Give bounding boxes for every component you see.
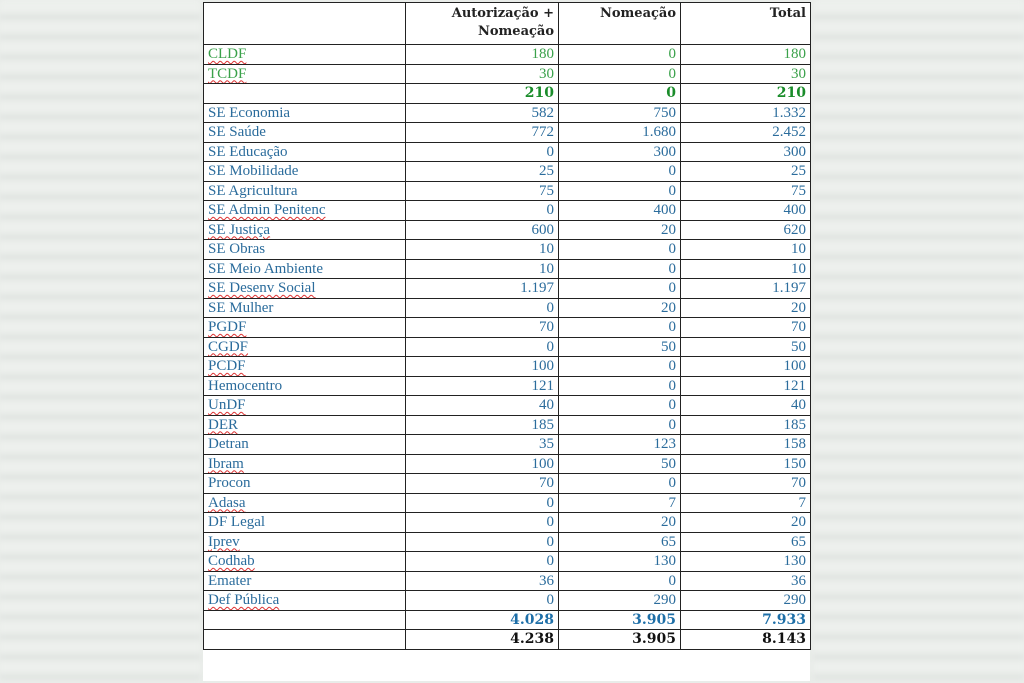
cell-autorizacao-nomeacao: 0 [406, 591, 559, 611]
cell-name [204, 84, 406, 104]
cell-autorizacao-nomeacao: 210 [406, 84, 559, 104]
cell-autorizacao-nomeacao: 36 [406, 571, 559, 591]
table-row [204, 552, 811, 572]
cell-autorizacao-nomeacao: 40 [406, 396, 559, 416]
cell-total: 30 [681, 64, 811, 84]
cell-name: CLDF [204, 45, 406, 65]
table-row [204, 435, 811, 455]
cell-name: DF Legal [204, 513, 406, 533]
cell-autorizacao-nomeacao: 10 [406, 259, 559, 279]
table-row [204, 64, 811, 84]
cell-total: 130 [681, 552, 811, 572]
cell-name [204, 630, 406, 650]
cell-nomeacao: 290 [559, 591, 681, 611]
cell-name: Adasa [204, 493, 406, 513]
cell-nomeacao: 300 [559, 142, 681, 162]
table-body [204, 45, 811, 650]
cell-nomeacao: 0 [559, 318, 681, 338]
cell-autorizacao-nomeacao: 185 [406, 415, 559, 435]
grand-total-row [204, 630, 811, 650]
cell-autorizacao-nomeacao: 772 [406, 123, 559, 143]
cell-total: 50 [681, 337, 811, 357]
cell-name: SE Justiça [204, 220, 406, 240]
cell-autorizacao-nomeacao: 1.197 [406, 279, 559, 299]
cell-autorizacao-nomeacao: 35 [406, 435, 559, 455]
cell-total: 70 [681, 474, 811, 494]
cell-name: SE Obras [204, 240, 406, 260]
cell-name: TCDF [204, 64, 406, 84]
cell-name: SE Saúde [204, 123, 406, 143]
cell-autorizacao-nomeacao: 0 [406, 298, 559, 318]
cell-name: SE Desenv Social [204, 279, 406, 299]
cell-autorizacao-nomeacao: 4.028 [406, 610, 559, 630]
cell-name: DER [204, 415, 406, 435]
cell-nomeacao: 20 [559, 298, 681, 318]
table-row [204, 142, 811, 162]
cell-autorizacao-nomeacao: 0 [406, 337, 559, 357]
table-row [204, 279, 811, 299]
header-autorizacao-nomeacao: Autorização + Nomeação [406, 3, 559, 45]
cell-name: SE Meio Ambiente [204, 259, 406, 279]
cell-name: PGDF [204, 318, 406, 338]
cell-name: Def Pública [204, 591, 406, 611]
table-row [204, 201, 811, 221]
cell-nomeacao: 65 [559, 532, 681, 552]
cell-nomeacao: 50 [559, 337, 681, 357]
cell-total: 75 [681, 181, 811, 201]
cell-total: 121 [681, 376, 811, 396]
blurred-right-background [814, 0, 1024, 683]
cell-total: 210 [681, 84, 811, 104]
cell-total: 158 [681, 435, 811, 455]
table-row [204, 298, 811, 318]
cell-nomeacao: 0 [559, 474, 681, 494]
cell-autorizacao-nomeacao: 0 [406, 493, 559, 513]
cell-total: 7 [681, 493, 811, 513]
cell-nomeacao: 0 [559, 162, 681, 182]
table-row [204, 162, 811, 182]
cell-nomeacao: 0 [559, 571, 681, 591]
cell-nomeacao: 0 [559, 181, 681, 201]
cell-nomeacao: 0 [559, 45, 681, 65]
cell-autorizacao-nomeacao: 180 [406, 45, 559, 65]
header-row [204, 3, 811, 45]
cell-name: Detran [204, 435, 406, 455]
cell-autorizacao-nomeacao: 4.238 [406, 630, 559, 650]
cell-name [204, 610, 406, 630]
cell-total: 300 [681, 142, 811, 162]
cell-autorizacao-nomeacao: 100 [406, 454, 559, 474]
cell-autorizacao-nomeacao: 0 [406, 201, 559, 221]
table-row [204, 220, 811, 240]
cell-total: 65 [681, 532, 811, 552]
table-row [204, 181, 811, 201]
staffing-table [203, 2, 811, 650]
cell-name: Codhab [204, 552, 406, 572]
table-row [204, 318, 811, 338]
table-row [204, 240, 811, 260]
table-row [204, 259, 811, 279]
table-row [204, 591, 811, 611]
cell-nomeacao: 0 [559, 240, 681, 260]
cell-nomeacao: 3.905 [559, 610, 681, 630]
header-nomeacao: Nomeação [559, 3, 681, 45]
cell-total: 185 [681, 415, 811, 435]
cell-name: SE Admin Penitenc [204, 201, 406, 221]
cell-nomeacao: 1.680 [559, 123, 681, 143]
cell-name: SE Economia [204, 103, 406, 123]
table-row [204, 532, 811, 552]
cell-total: 1.197 [681, 279, 811, 299]
table-row [204, 415, 811, 435]
table-row [204, 376, 811, 396]
cell-autorizacao-nomeacao: 75 [406, 181, 559, 201]
cell-name: Iprev [204, 532, 406, 552]
cell-nomeacao: 130 [559, 552, 681, 572]
spreadsheet-sheet [203, 2, 810, 681]
cell-nomeacao: 7 [559, 493, 681, 513]
cell-nomeacao: 3.905 [559, 630, 681, 650]
cell-nomeacao: 50 [559, 454, 681, 474]
cell-autorizacao-nomeacao: 30 [406, 64, 559, 84]
cell-name: Ibram [204, 454, 406, 474]
subtotal-row-green [204, 84, 811, 104]
cell-name: SE Educação [204, 142, 406, 162]
table-row [204, 493, 811, 513]
table-row [204, 337, 811, 357]
cell-total: 1.332 [681, 103, 811, 123]
cell-total: 8.143 [681, 630, 811, 650]
cell-name: PCDF [204, 357, 406, 377]
cell-total: 20 [681, 298, 811, 318]
cell-name: SE Mulher [204, 298, 406, 318]
table-row [204, 357, 811, 377]
cell-total: 36 [681, 571, 811, 591]
table-row [204, 103, 811, 123]
cell-name: Emater [204, 571, 406, 591]
blurred-left-background [0, 0, 200, 683]
cell-autorizacao-nomeacao: 121 [406, 376, 559, 396]
cell-total: 10 [681, 259, 811, 279]
cell-autorizacao-nomeacao: 100 [406, 357, 559, 377]
table-row [204, 454, 811, 474]
table-row [204, 45, 811, 65]
cell-autorizacao-nomeacao: 70 [406, 474, 559, 494]
cell-total: 7.933 [681, 610, 811, 630]
cell-total: 20 [681, 513, 811, 533]
cell-name: Procon [204, 474, 406, 494]
cell-autorizacao-nomeacao: 0 [406, 552, 559, 572]
cell-total: 290 [681, 591, 811, 611]
cell-nomeacao: 0 [559, 357, 681, 377]
table-row [204, 474, 811, 494]
cell-nomeacao: 0 [559, 396, 681, 416]
cell-nomeacao: 0 [559, 279, 681, 299]
cell-total: 2.452 [681, 123, 811, 143]
cell-total: 150 [681, 454, 811, 474]
cell-total: 25 [681, 162, 811, 182]
table-row [204, 513, 811, 533]
cell-nomeacao: 0 [559, 415, 681, 435]
cell-nomeacao: 123 [559, 435, 681, 455]
table-row [204, 571, 811, 591]
cell-autorizacao-nomeacao: 582 [406, 103, 559, 123]
header-total: Total [681, 3, 811, 45]
cell-autorizacao-nomeacao: 0 [406, 142, 559, 162]
cell-total: 180 [681, 45, 811, 65]
cell-nomeacao: 0 [559, 259, 681, 279]
cell-name: CGDF [204, 337, 406, 357]
cell-total: 40 [681, 396, 811, 416]
cell-name: SE Mobilidade [204, 162, 406, 182]
cell-nomeacao: 400 [559, 201, 681, 221]
cell-total: 100 [681, 357, 811, 377]
cell-autorizacao-nomeacao: 0 [406, 513, 559, 533]
cell-nomeacao: 0 [559, 64, 681, 84]
cell-total: 400 [681, 201, 811, 221]
cell-autorizacao-nomeacao: 10 [406, 240, 559, 260]
cell-nomeacao: 20 [559, 513, 681, 533]
cell-total: 10 [681, 240, 811, 260]
header-name [204, 3, 406, 45]
cell-autorizacao-nomeacao: 70 [406, 318, 559, 338]
cell-autorizacao-nomeacao: 600 [406, 220, 559, 240]
cell-nomeacao: 0 [559, 84, 681, 104]
cell-name: SE Agricultura [204, 181, 406, 201]
subtotal-row-blue [204, 610, 811, 630]
cell-autorizacao-nomeacao: 25 [406, 162, 559, 182]
cell-autorizacao-nomeacao: 0 [406, 532, 559, 552]
cell-nomeacao: 20 [559, 220, 681, 240]
cell-name: UnDF [204, 396, 406, 416]
cell-total: 620 [681, 220, 811, 240]
table-row [204, 123, 811, 143]
cell-nomeacao: 750 [559, 103, 681, 123]
cell-name: Hemocentro [204, 376, 406, 396]
cell-nomeacao: 0 [559, 376, 681, 396]
table-row [204, 396, 811, 416]
cell-total: 70 [681, 318, 811, 338]
